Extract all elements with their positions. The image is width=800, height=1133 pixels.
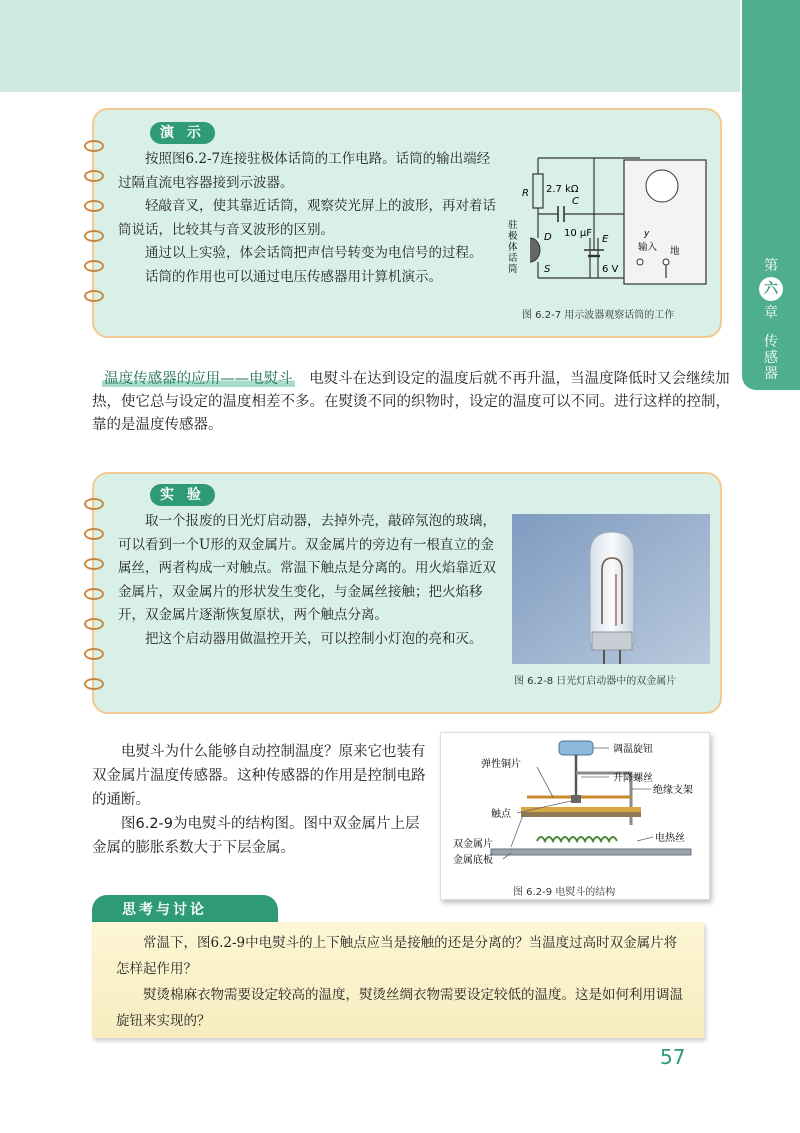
section-intro — [92, 368, 732, 437]
experiment-text — [118, 510, 498, 651]
microphone-circuit-diagram — [504, 154, 710, 304]
input-terminal — [637, 259, 643, 265]
resistor-value: 2.7 kΩ — [546, 184, 579, 195]
iron-paragraph: 电熨斗为什么能够自动控制温度？原来它也装有双金属片温度传感器。这种传感器的作用是控制电路的通断。 — [92, 744, 426, 808]
resistor-symbol — [533, 174, 543, 208]
demo-paragraph: 话筒的作用也可以通过电压传感器用计算机演示。 — [145, 268, 442, 285]
knob-label: 调温旋钮 — [613, 744, 653, 755]
ground-terminal — [663, 259, 669, 265]
chapter-title-char-3: 器 — [764, 366, 778, 382]
demo-badge: 演 示 — [150, 122, 215, 144]
scope-y-label: y — [644, 229, 650, 239]
binding-ring — [84, 528, 104, 540]
chapter-number: 六 — [759, 277, 783, 301]
discussion-paragraph: 熨烫棉麻衣物需要设定较高的温度，熨烫丝绸衣物需要设定较低的温度。这是如何利用调温旋钮来实现的？ — [116, 987, 683, 1029]
binding-ring — [84, 290, 104, 302]
capacitor-label: C — [572, 196, 579, 207]
discussion-paragraph: 常温下，图6.2-9中电熨斗的上下触点应当是接触的还是分离的？当温度过高时双金属片将怎样起作用？ — [116, 935, 678, 977]
binding-ring — [84, 558, 104, 570]
heater-label: 电热丝 — [655, 833, 685, 844]
microphone-symbol — [530, 238, 540, 262]
knob-shape — [559, 741, 593, 755]
experiment-box — [92, 472, 722, 714]
oscilloscope-screen — [646, 170, 678, 202]
experiment-paragraph: 取一个报废的日光灯启动器，去掉外壳，敲碎氖泡的玻璃，可以看到一个U形的双金属片。双金属片的旁边有一根直立的金属丝，两者构成一对触点。常温下触点是分离的。用火焰靠近双金属片，双金属片的形状发生变化，与金属丝接触；把火焰移开，双金属片逐渐恢复原状，两个触点分离。 — [118, 513, 496, 623]
screw-label: 升降螺丝 — [613, 773, 653, 784]
battery-label: E — [602, 234, 609, 245]
binding-ring — [84, 170, 104, 182]
mic-label-char: 筒 — [508, 264, 518, 275]
discussion-box — [92, 922, 704, 1038]
experiment-badge: 实 验 — [150, 484, 215, 506]
battery-value: 6 V — [602, 264, 619, 275]
demo-box — [92, 108, 722, 338]
binding-ring — [84, 678, 104, 690]
starter-bimetal-photo — [512, 514, 710, 664]
page-number: 57 — [660, 1045, 686, 1069]
mic-label-char: 驻 — [508, 220, 518, 231]
chapter-side-tab — [742, 0, 800, 390]
experiment-paragraph: 把这个启动器用做温控开关，可以控制小灯泡的亮和灭。 — [145, 630, 483, 647]
section-text: 电熨斗在达到设定的温度后就不再升温，当温度降低时又会继续加热，使它总与设定的温度相差不多。在熨烫不同的织物时，设定的温度可以不同。进行这样的控制，靠的是温度传感器。 — [92, 371, 730, 433]
scope-ground-label: 地 — [670, 246, 680, 257]
bracket-label: 绝缘支架 — [653, 785, 693, 796]
binding-ring — [84, 140, 104, 152]
mic-s-label: S — [544, 264, 551, 275]
figure-caption: 图 6.2-7 用示波器观察话筒的工作 — [522, 310, 675, 321]
binding-ring — [84, 498, 104, 510]
binding-ring — [84, 588, 104, 600]
demo-paragraph: 按照图6.2-7连接驻极体话筒的工作电路。话筒的输出端经过隔直流电容器接到示波器。 — [118, 151, 491, 191]
header-band — [0, 0, 740, 92]
scope-input-label: 输入 — [638, 242, 658, 253]
iron-explanation — [92, 740, 432, 860]
bimetal-label: 双金属片 — [453, 839, 493, 850]
base-label: 金属底板 — [453, 855, 493, 866]
chapter-suffix: 章 — [764, 305, 778, 321]
mic-label-char: 体 — [508, 242, 518, 253]
discussion-tab: 思考与讨论 — [92, 895, 278, 925]
figure-caption: 图 6.2-9 电熨斗的结构 — [513, 887, 616, 898]
figure-caption: 图 6.2-8 日光灯启动器中的双金属片 — [514, 676, 677, 687]
mic-label-char: 话 — [508, 253, 518, 264]
binding-ring — [84, 200, 104, 212]
contact-shape — [571, 795, 581, 803]
chapter-prefix: 第 — [764, 258, 778, 274]
iron-paragraph: 图6.2-9为电熨斗的结构图。图中双金属片上层金属的膨胀系数大于下层金属。 — [92, 816, 420, 856]
mic-d-label: D — [544, 232, 552, 243]
resistor-label: R — [522, 188, 529, 199]
binding-ring — [84, 230, 104, 242]
contact-label: 触点 — [491, 809, 511, 820]
binding-ring — [84, 648, 104, 660]
chapter-title-char-2: 感 — [764, 350, 778, 366]
iron-structure-diagram — [441, 733, 711, 879]
section-heading: 温度传感器的应用——电熨斗 — [104, 371, 293, 387]
demo-paragraph: 通过以上实验，体会话筒把声信号转变为电信号的过程。 — [145, 245, 483, 261]
base-shape — [491, 849, 691, 855]
demo-text — [118, 148, 496, 289]
binding-ring — [84, 618, 104, 630]
binding-ring — [84, 260, 104, 272]
chapter-title-char-1: 传 — [764, 334, 778, 350]
heater-shape — [537, 837, 617, 841]
iron-structure-figure — [440, 732, 710, 900]
demo-paragraph: 轻敲音叉，使其靠近话筒，观察荧光屏上的波形，再对着话筒说话，比较其与音叉波形的区别。 — [118, 198, 496, 238]
capacitor-value: 10 μF — [564, 228, 593, 239]
mic-label-char: 极 — [508, 231, 518, 242]
spring-label: 弹性铜片 — [481, 759, 521, 770]
discussion-text — [116, 930, 686, 1034]
